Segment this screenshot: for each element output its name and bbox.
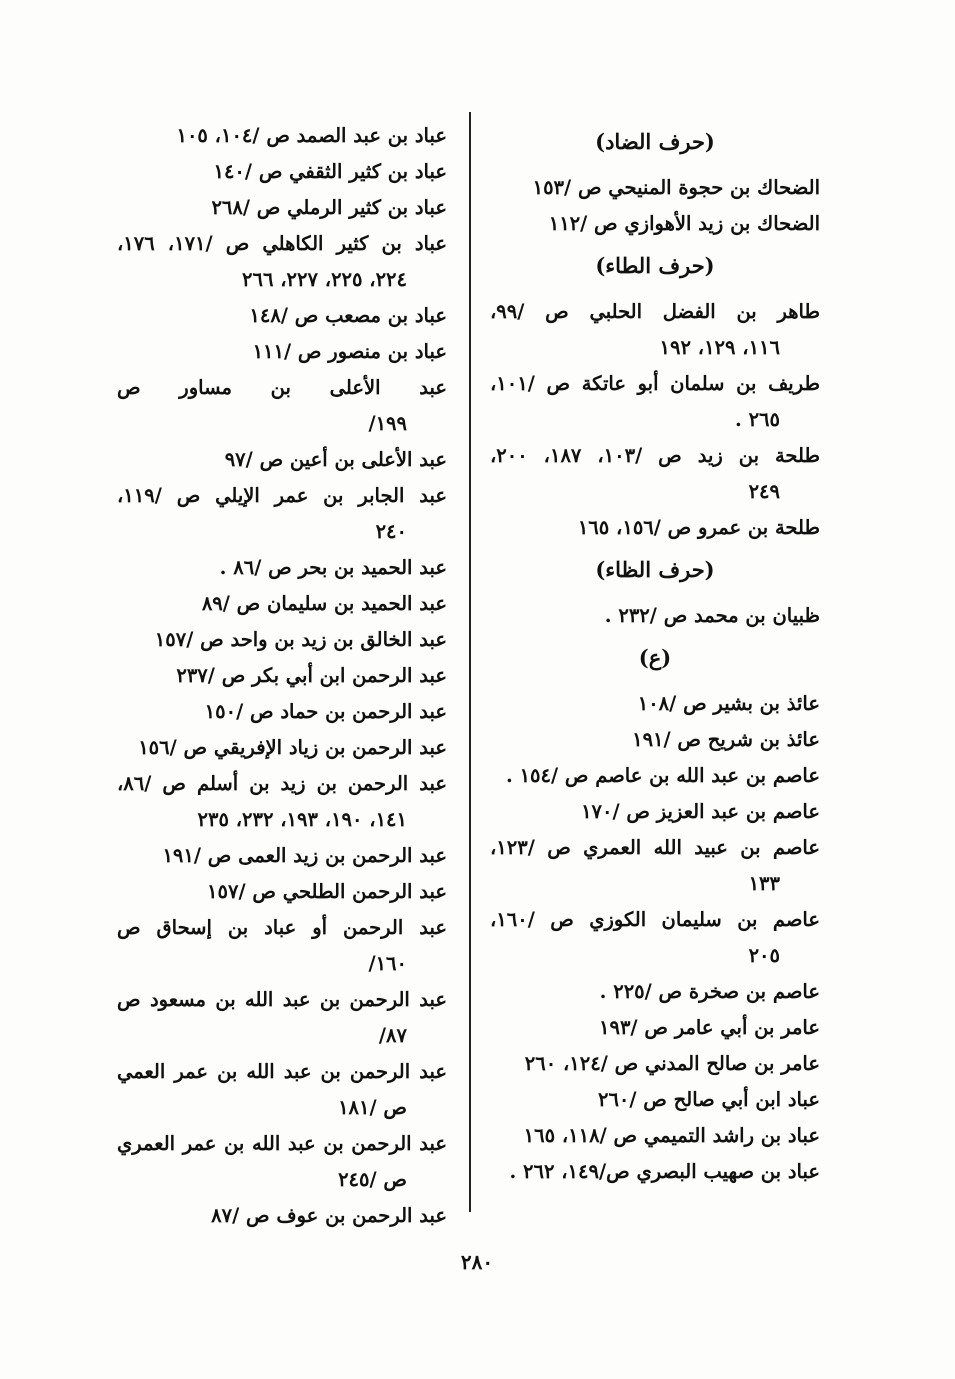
index-entry: عائذ بن بشير ص /١٠٨ (637, 692, 820, 715)
index-entry-continuation: ص /٢٤٥ (338, 1168, 407, 1191)
index-entry: عبد الأعلى بن مساور ص (117, 376, 447, 399)
index-entry: عباد بن منصور ص /١١١ (252, 340, 447, 363)
index-entry-continuation: ٢٠٥ (748, 944, 780, 967)
index-entry: عبد الرحمن بن عوف ص /٨٧ (211, 1204, 447, 1227)
index-entry: عبد الرحمن الطلحي ص /١٥٧ (207, 880, 447, 903)
index-entry: عبد الرحمن بن عبد الله بن مسعود ص (117, 988, 447, 1011)
index-entry: طلحة بن زيد ص /١٠٣، ١٨٧، ٢٠٠، (490, 444, 820, 467)
index-entry: عبد الرحمن بن عبد الله بن عمر العمي (117, 1060, 447, 1083)
index-entry: عبد الرحمن بن زيد العمى ص /١٩١ (162, 844, 447, 867)
index-entry: عاصم بن عبيد الله العمري ص /١٢٣، (490, 836, 820, 859)
index-entry: عبد الأعلى بن أعين ص /٩٧ (224, 448, 447, 471)
heading-ta: (حرف الطاء) (595, 253, 715, 278)
index-entry: عبد الحميد بن بحر ص /٨٦ . (219, 556, 447, 579)
index-entry: عبد الجابر بن عمر الإيلي ص /١١٩، (117, 484, 447, 507)
index-entry: عاصم بن عبد الله بن عاصم ص /١٥٤ . (505, 764, 820, 787)
index-entry: عباد بن راشد التميمي ص /١١٨، ١٦٥ (523, 1124, 820, 1147)
column-divider (469, 112, 471, 1212)
index-entry: عاصم بن صخرة ص /٢٢٥ . (599, 980, 820, 1003)
heading-ain: (ع) (638, 645, 672, 670)
index-entry-continuation: ٢٤٩ (748, 480, 780, 503)
index-entry-continuation: ١١٦، ١٢٩، ١٩٢ (659, 336, 780, 359)
index-entry: طريف بن سلمان أبو عاتكة ص /١٠١، (490, 372, 820, 395)
index-entry: عامر بن صالح المدني ص /١٢٤، ٢٦٠ (524, 1052, 820, 1075)
page-number: ٢٨٠ (460, 1250, 494, 1274)
index-entry: عباد بن عبد الصمد ص /١٠٤، ١٠٥ (176, 124, 447, 147)
index-entry: عباد بن مصعب ص /١٤٨ (249, 304, 447, 327)
index-entry: عباد ابن أبي صالح ص /٢٦٠ (597, 1088, 820, 1111)
index-entry-continuation: ١٣٣ (748, 872, 780, 895)
index-entry: عباد بن كثير الكاهلي ص /١٧١، ١٧٦، (117, 232, 447, 255)
index-entry-continuation: ١٩٩/ (368, 412, 407, 435)
index-entry: طاهر بن الفضل الحلبي ص /٩٩، (490, 300, 820, 323)
index-entry-continuation: ص /١٨١ (338, 1096, 407, 1119)
index-entry-continuation: ٢٤٠ (375, 520, 407, 543)
index-entry: عبد الحميد بن سليمان ص /٨٩ (201, 592, 447, 615)
index-entry: طلحة بن عمرو ص /١٥٦، ١٦٥ (577, 516, 820, 539)
right-column (490, 118, 820, 1190)
index-entry: عباد بن كثير الثقفي ص /١٤٠ (213, 160, 447, 183)
index-entry: عبد الرحمن أو عباد بن إسحاق ص (117, 916, 447, 939)
index-entry: عبد الخالق بن زيد بن واحد ص /١٥٧ (154, 628, 447, 651)
index-entry-continuation: ٨٧/ (378, 1024, 407, 1047)
index-entry: ظبيان بن محمد ص /٢٣٢ . (604, 604, 820, 627)
index-entry: عبد الرحمن بن زياد الإفريقي ص /١٥٦ (138, 736, 447, 759)
index-entry: الضحاك بن زيد الأهوازي ص /١١٢ (548, 212, 820, 235)
index-entry-continuation: ٢٢٤، ٢٢٥، ٢٢٧، ٢٦٦ (242, 268, 407, 291)
index-entry: عبد الرحمن بن زيد بن أسلم ص /٨٦، (117, 772, 447, 795)
index-entry-continuation: ٢٦٥ . (735, 408, 780, 431)
index-entry: عباد بن صهيب البصري ص/١٤٩، ٢٦٢ . (509, 1160, 820, 1183)
index-entry-continuation: ١٦٠/ (368, 952, 407, 975)
index-entry: عباد بن كثير الرملي ص /٢٦٨ (211, 196, 447, 219)
heading-dad: (حرف الضاد) (595, 129, 715, 154)
left-column (117, 118, 447, 1234)
index-entry: عاصم بن سليمان الكوزي ص /١٦٠، (490, 908, 820, 931)
heading-za: (حرف الظاء) (595, 557, 715, 582)
index-entry: الضحاك بن حجوة المنيحي ص /١٥٣ (532, 176, 820, 199)
index-entry: عبد الرحمن بن حماد ص /١٥٠ (204, 700, 447, 723)
index-entry-continuation: ١٤١، ١٩٠، ١٩٣، ٢٣٢، ٢٣٥ (197, 808, 407, 831)
index-entry: عامر بن أبي عامر ص /١٩٣ (599, 1016, 820, 1039)
index-entry: عبد الرحمن ابن أبي بكر ص /٢٣٧ (176, 664, 447, 687)
index-entry: عاصم بن عبد العزيز ص /١٧٠ (581, 800, 820, 823)
index-entry: عائذ بن شريح ص /١٩١ (632, 728, 820, 751)
index-entry: عبد الرحمن بن عبد الله بن عمر العمري (117, 1132, 447, 1155)
